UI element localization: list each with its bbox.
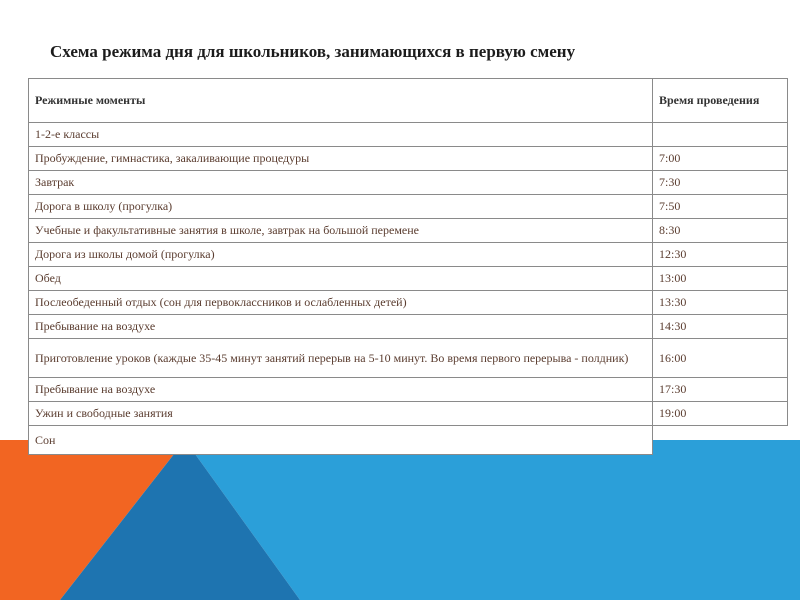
table-row bbox=[29, 402, 788, 426]
table-row bbox=[29, 315, 788, 339]
table-row bbox=[29, 267, 788, 291]
header-activity: Режимные моменты bbox=[29, 79, 653, 123]
schedule-table bbox=[28, 78, 788, 455]
row-activity: Пребывание на воздухе bbox=[29, 315, 653, 339]
table-row bbox=[29, 123, 788, 147]
table-row bbox=[29, 243, 788, 267]
row-time: 13:00 bbox=[653, 267, 788, 291]
row-activity: Пробуждение, гимнастика, закаливающие процедуры bbox=[29, 147, 653, 171]
table-row bbox=[29, 171, 788, 195]
row-activity: Дорога в школу (прогулка) bbox=[29, 195, 653, 219]
table-row bbox=[29, 219, 788, 243]
table-row bbox=[29, 426, 788, 455]
table-row bbox=[29, 378, 788, 402]
row-time: 7:30 bbox=[653, 171, 788, 195]
table-row bbox=[29, 147, 788, 171]
row-time: 16:00 bbox=[653, 339, 788, 378]
row-time: 7:00 bbox=[653, 147, 788, 171]
row-time bbox=[653, 123, 788, 147]
row-activity: Обед bbox=[29, 267, 653, 291]
row-activity: Завтрак bbox=[29, 171, 653, 195]
header-time: Время проведения bbox=[653, 79, 788, 123]
row-activity: 1-2-е классы bbox=[29, 123, 653, 147]
page-title: Схема режима дня для школьников, занимающихся в первую смену bbox=[50, 42, 576, 61]
row-activity: Послеобеденный отдых (сон для первоклассников и ослабленных детей) bbox=[29, 291, 653, 315]
row-activity: Ужин и свободные занятия bbox=[29, 402, 653, 426]
row-activity: Дорога из школы домой (прогулка) bbox=[29, 243, 653, 267]
table-row bbox=[29, 339, 788, 378]
table-row bbox=[29, 291, 788, 315]
schedule-table-container bbox=[28, 78, 773, 455]
table-row bbox=[29, 195, 788, 219]
row-time bbox=[653, 426, 788, 455]
row-time: 8:30 bbox=[653, 219, 788, 243]
table-header-row bbox=[29, 79, 788, 123]
row-time: 7:50 bbox=[653, 195, 788, 219]
row-time: 13:30 bbox=[653, 291, 788, 315]
row-time: 12:30 bbox=[653, 243, 788, 267]
row-time: 14:30 bbox=[653, 315, 788, 339]
row-activity: Приготовление уроков (каждые 35-45 минут занятий перерыв на 5-10 минут. Во время первого перерыва - полдник) bbox=[29, 339, 653, 378]
row-activity: Сон bbox=[29, 426, 653, 455]
row-activity: Учебные и факультативные занятия в школе, завтрак на большой перемене bbox=[29, 219, 653, 243]
row-activity: Пребывание на воздухе bbox=[29, 378, 653, 402]
row-time: 17:30 bbox=[653, 378, 788, 402]
row-time: 19:00 bbox=[653, 402, 788, 426]
